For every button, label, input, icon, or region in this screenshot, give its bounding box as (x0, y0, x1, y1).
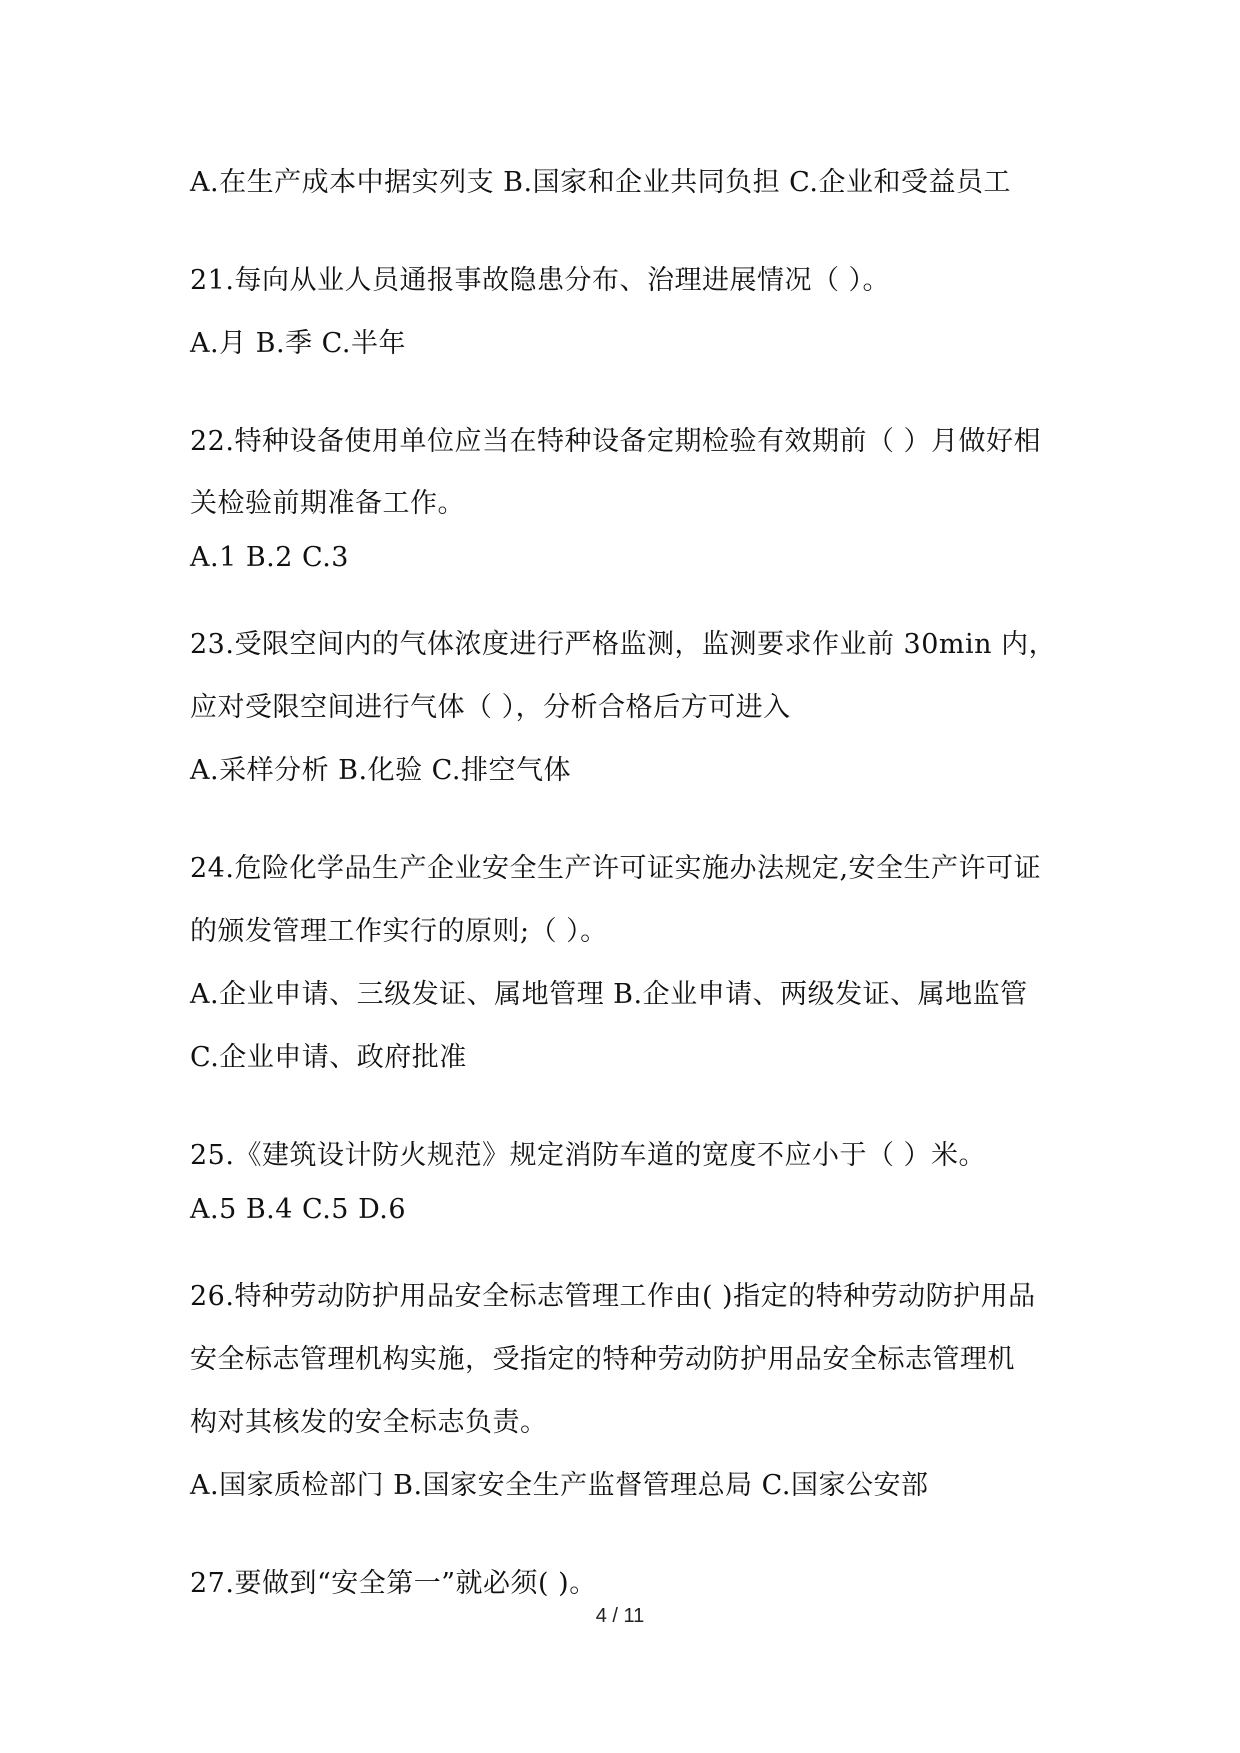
question-26-line-2: 安全标志管理机构实施，受指定的特种劳动防护用品安全标志管理机 (190, 1344, 1015, 1375)
question-22-line-1: 22.特种设备使用单位应当在特种设备定期检验有效期前（ ）月做好相 (190, 426, 1042, 457)
answer-options-26: A.国家质检部门 B.国家安全生产监督管理总局 C.国家公安部 (190, 1470, 929, 1501)
answer-options-25: A.5 B.4 C.5 D.6 (190, 1194, 407, 1225)
answer-options-24-line-1: A.企业申请、三级发证、属地管理 B.企业申请、两级发证、属地监管 (190, 979, 1028, 1010)
question-23-line-2: 应对受限空间进行气体（ ），分析合格后方可进入 (190, 692, 791, 723)
answer-options-22: A.1 B.2 C.3 (190, 542, 349, 573)
question-23-line-1: 23.受限空间内的气体浓度进行严格监测，监测要求作业前 30min 内， (190, 629, 1057, 660)
question-25: 25.《建筑设计防火规范》规定消防车道的宽度不应小于（ ）米。 (190, 1140, 987, 1171)
question-26-line-3: 构对其核发的安全标志负责。 (190, 1407, 548, 1438)
page-number: 4 / 11 (595, 1605, 645, 1627)
answer-options-20: A.在生产成本中据实列支 B.国家和企业共同负担 C.企业和受益员工 (190, 167, 1011, 198)
question-24-line-2: 的颁发管理工作实行的原则;（ ）。 (190, 916, 608, 947)
question-21: 21.每向从业人员通报事故隐患分布、治理进展情况（ ）。 (190, 265, 891, 296)
answer-options-23: A.采样分析 B.化验 C.排空气体 (190, 755, 571, 786)
answer-options-24-line-2: C.企业申请、政府批准 (190, 1042, 467, 1073)
question-26-line-1: 26.特种劳动防护用品安全标志管理工作由( )指定的特种劳动防护用品 (190, 1281, 1036, 1312)
question-24-line-1: 24.危险化学品生产企业安全生产许可证实施办法规定,安全生产许可证 (190, 853, 1042, 884)
question-22-line-2: 关检验前期准备工作。 (190, 488, 465, 519)
answer-options-21: A.月 B.季 C.半年 (190, 328, 406, 359)
question-27: 27.要做到“安全第一”就必须( )。 (190, 1568, 597, 1599)
